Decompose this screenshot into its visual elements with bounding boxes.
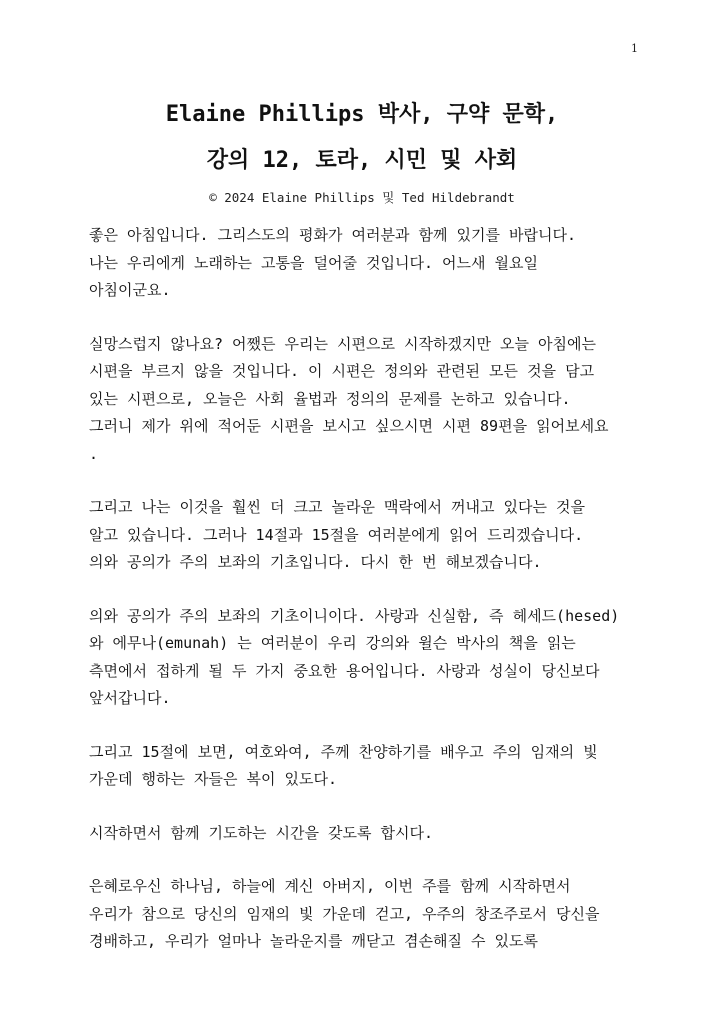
text-line: 시편을 부르지 않을 것입니다. 이 시편은 정의와 관련된 모든 것을 담고 <box>89 362 595 380</box>
text-line: 측면에서 접하게 될 두 가지 중요한 용어입니다. 사랑과 성실이 당신보다 <box>89 661 600 680</box>
paragraph <box>89 494 649 577</box>
text-line: 의와 공의가 주의 보좌의 기초입니다. 다시 한 번 해보겠습니다. <box>89 553 542 571</box>
title-line-2: 강의 12, 토라, 시민 및 사회 <box>206 148 518 173</box>
text-line: 아침이군요. <box>89 281 171 299</box>
paragraph <box>89 222 649 305</box>
paragraph <box>89 873 649 956</box>
text-line: 경배하고, 우리가 얼마나 놀라운지를 깨닫고 겸손해질 수 있도록 <box>89 932 538 950</box>
page-number: 1 <box>631 42 638 55</box>
text-line: 그러니 제가 위에 적어둔 시편을 보시고 싶으시면 시편 89편을 읽어보세요 <box>89 417 609 435</box>
text-line: 우리가 참으로 당신의 임재의 빛 가운데 걷고, 우주의 창조주로서 당신을 <box>89 904 600 923</box>
text-line: 있는 시편으로, 오늘은 사회 율법과 정의의 문제를 논하고 있습니다. <box>89 389 571 408</box>
text-line: 앞서갑니다. <box>89 689 171 707</box>
text-line: . <box>89 444 99 463</box>
text-line: 그리고 나는 이것을 훨씬 더 크고 놀라운 맥락에서 꺼내고 있다는 것을 <box>89 498 586 516</box>
title-block <box>0 92 724 208</box>
paragraph <box>89 603 649 713</box>
title-line-1: Elaine Phillips 박사, 구약 문학, <box>165 102 559 127</box>
body-text <box>89 222 649 982</box>
text-line: 좋은 아침입니다. 그리스도의 평화가 여러분과 함께 있기를 바랍니다. <box>89 226 576 244</box>
text-line: 가운데 행하는 자들은 복이 있도다. <box>89 770 338 788</box>
text-line: 시작하면서 함께 기도하는 시간을 갖도록 합시다. <box>89 823 433 842</box>
copyright-notice: © 2024 Elaine Phillips 및 Ted Hildebrandt <box>209 190 515 205</box>
text-line: 의와 공의가 주의 보좌의 기초이니이다. 사랑과 신실함, 즉 헤세드(hesed) <box>89 606 620 625</box>
text-line: 나는 우리에게 노래하는 고통을 덜어줄 것입니다. 어느새 월요일 <box>89 253 538 272</box>
text-line: 알고 있습니다. 그러나 14절과 15절을 여러분에게 읽어 드리겠습니다. <box>89 525 584 544</box>
text-line: 와 에무나(emunah) 는 여러분이 우리 강의와 윌슨 박사의 책을 읽는 <box>89 634 576 652</box>
text-line: 은혜로우신 하나님, 하늘에 계신 아버지, 이번 주를 함께 시작하면서 <box>89 877 571 895</box>
paragraph <box>89 331 649 469</box>
paragraph <box>89 820 649 848</box>
text-line: 그리고 15절에 보면, 여호와여, 주께 찬양하기를 배우고 주의 임재의 빛 <box>89 742 598 761</box>
paragraph <box>89 739 649 794</box>
text-line: 실망스럽지 않나요? 어쨌든 우리는 시편으로 시작하겠지만 오늘 아침에는 <box>89 334 596 353</box>
